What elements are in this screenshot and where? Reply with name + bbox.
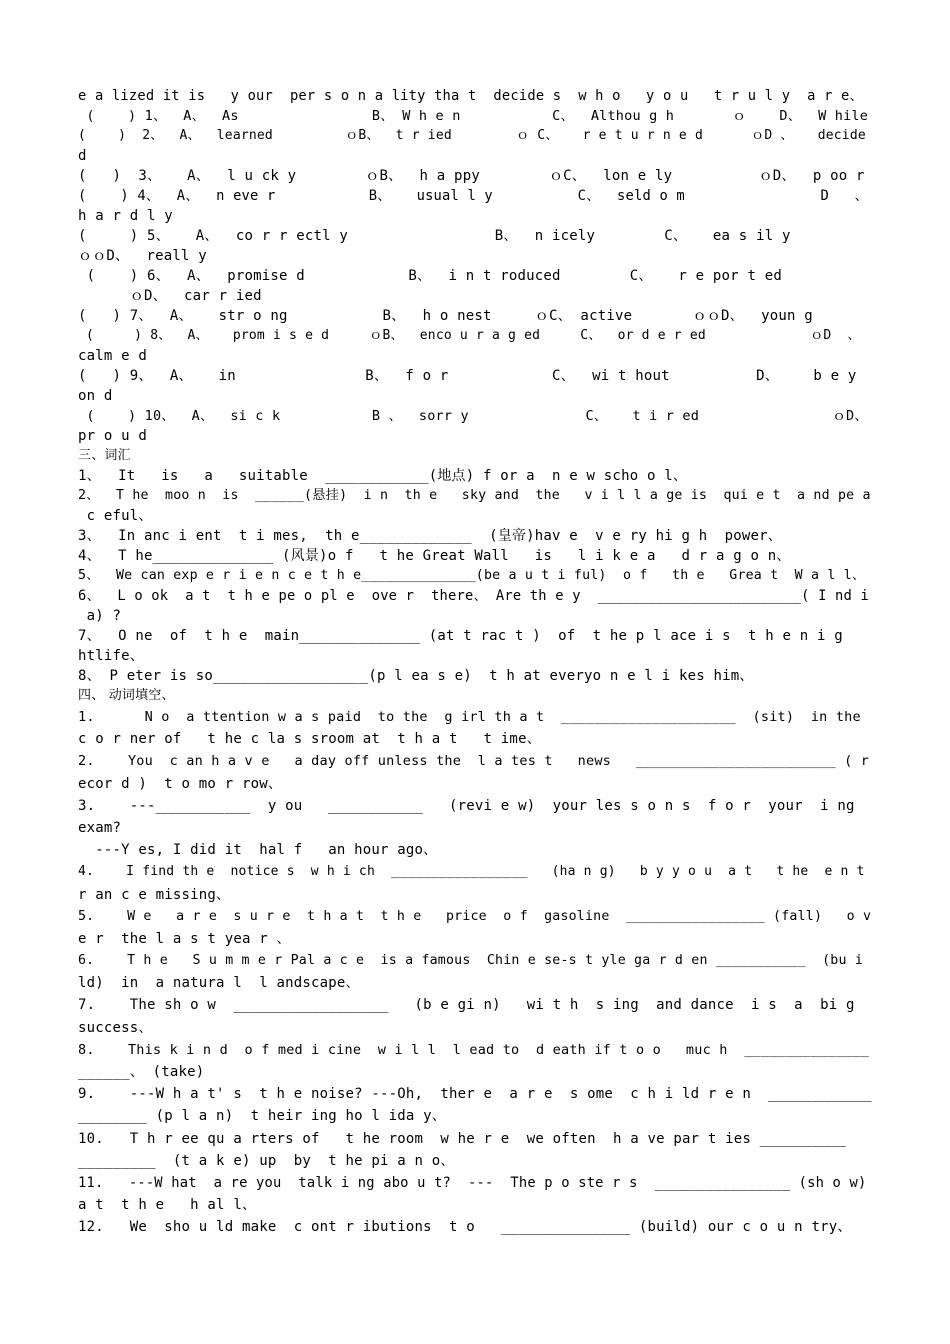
question-line: ｏｏD、 reall y [78,248,207,264]
verb-item: ______、 (take) [78,1064,205,1080]
question-line: ( ) 4、 A、 n eve r B、 usual l y C、 seld o m D 、 [78,188,869,204]
question-line: ( ) 1、 A、 As B、 W h e n C、 Althou g h ｏ D、 W hile [78,108,869,124]
verb-item: 3. ---___________ y ou ___________ (revi e w) your les s o n s f o r your i ng [78,797,855,814]
verb-item: ld) in a natura l l andscape、 [78,975,360,992]
question-line: ( ) 8、 A、 prom i s e d ｏB、 enco u r a g ed C、 or d e r ed ｏD 、 [78,328,861,343]
verb-item: 9. ---W h a t' s t h e noise? ---Oh, ther e a r e s ome c h i ld r e n ____________ [78,1086,872,1103]
cloze-options-section [78,86,874,446]
verb-item: 2. You c an h a v e a day off unless the l a tes t news ________________________ ( r [78,753,870,770]
worksheet-page [78,86,874,1239]
verb-item: 6. T h e S u m m e r Pal a c e is a famous Chin e se-s t yle ga r d en ___________ (bu i [78,953,864,969]
verb-item: 7. The sh o w __________________ (b e gi n) wi t h s ing and dance i s a bi g [78,997,855,1014]
verb-item: ________ (p l a n) t heir ing ho l ida y、 [78,1108,446,1125]
verb-item: 10. T h r ee qu a rters of t he room w he r e we often h a ve par t ies __________ [78,1130,846,1147]
question-line: calm e d [78,348,148,364]
vocab-item: 5、 We can exp e r i e n c e t h e______________(be a u t i ful) o f th e Grea t W a l l、 [78,568,866,583]
verb-item: _________ (t a k e) up by t he pi a n o、 [78,1152,455,1169]
question-line: ( ) 10、 A、 si c k B 、 sorr y C、 t i r ed ｏD、 [78,408,869,424]
verb-fill-section [78,706,874,1239]
question-line: ｏD、 car r ied [78,288,262,304]
verb-item: e r the l a s t yea r 、 [78,930,291,947]
text-line: e a lized it is y our per s o n a lity tha t decide s w h o y o u t r u l y a r e、 [78,88,864,104]
question-line: d [78,148,87,164]
question-line: ( ) 2、 A、 learned ｏB、 t r ied ｏ C、 r e t u r n e d ｏD 、 decide [78,128,866,143]
question-line: ( ) 9、 A、 in B、 f o r C、 wi t hout D、 b e y [78,368,857,384]
verb-item: r an c e missing、 [78,886,231,903]
vocab-item: htlife、 [78,648,144,664]
verb-item: ecor d ) t o mo r row、 [78,775,283,792]
verb-item: 5. W e a r e s u r e t h a t t h e price o f gasoline _________________ (fall) o v [78,908,872,924]
question-line: ( ) 3、 A、 l u ck y ｏB、 h a ppy ｏC、 lon e ly ｏD、 p oo r [78,168,865,184]
vocab-item: 2、 T he moo n is ______(悬挂) i n th e sky and the v i l l a ge is qui e t a nd pe a [78,488,871,503]
question-line: ( ) 7、 A、 str o ng B、 h o nest ｏC、 active ｏｏD、 youn g [78,308,813,324]
vocab-item: 1、 It is a suitable ____________(地点) f or a n e w scho o l、 [78,468,688,484]
verb-item: ---Y es, I did it hal f an hour ago、 [78,842,438,859]
verb-item: success、 [78,1019,153,1036]
verb-item: exam? [78,819,122,836]
verb-item: 4. I find th e notice s w h i ch _________________ (ha n g) b y y o u a t t he e n t [78,864,865,880]
verb-item: a t t h e h al l、 [78,1197,257,1214]
question-line: pr o u d [78,428,148,444]
question-line: ( ) 5、 A、 co r r ectl y B、 n icely C、 ea s il y [78,228,791,244]
verb-item: 12. We sho u ld make c ont r ibutions t o _______________ (build) our c o u n try、 [78,1219,852,1236]
vocab-item: c eful、 [78,508,153,524]
verb-item: 1. N o a ttention w a s paid to the g irl th a t _____________________ (sit) in the [78,709,861,725]
vocab-item: 6、 L o ok a t t h e pe o pl e ove r there、 Are th e y ________________________( I nd i [78,588,869,604]
vocabulary-section [78,446,874,706]
vocab-item: 8、 P eter is so__________________(p l ea s e) t h at everyo n e l i kes him、 [78,668,754,684]
question-line: ( ) 6、 A、 promise d B、 i n t roduced C、 r e por t ed [78,268,782,284]
vocab-item: a) ? [78,608,122,624]
verb-item: c o r ner of t he c la s sroom at t h a t t ime、 [78,731,541,748]
verb-item: 11. ---W hat a re you talk i ng abo u t? --- The p o ste r s ________________ (sh o w) [78,1174,867,1191]
verb-item: 8. This k i n d o f med i cine w i l l l ead to d eath if t o o muc h _______________ [78,1041,870,1058]
question-line: on d [78,388,113,404]
question-line: h a r d l y [78,208,173,224]
section-heading: 三、词汇 [78,448,131,463]
section-heading: 四、 动词填空、 [78,688,175,703]
vocab-item: 7、 O ne of t h e main______________ (at t rac t ) of t he p l ace i s t h e n i g [78,628,843,644]
vocab-item: 3、 In anc i ent t i mes, th e_____________ (皇帝)hav e v e ry hi g h power、 [78,528,782,544]
vocab-item: 4、 T he______________ (风景)o f t he Great Wall is l i k e a d r a g o n、 [78,548,791,564]
